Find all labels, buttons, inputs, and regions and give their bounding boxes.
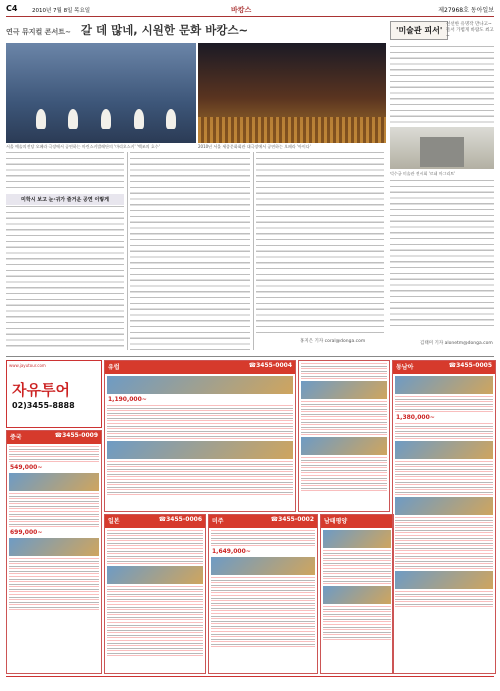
article-text-block [6, 206, 124, 351]
dancer-figure [101, 109, 111, 129]
sidebar-subtitle: 선선한 유명작 만나고~ 뜰서 가볍게 바람도 쐬고~ [446, 22, 494, 39]
ad-section-pacific[interactable] [320, 514, 394, 674]
photo-caption-left: 서울 예술의전당 오페라 극장에서 공연하는 마린스키발레단의 '마리오스키' '백조의 호수' [6, 144, 160, 149]
article-text-block [130, 152, 250, 350]
agency-logo: 자유투어 [12, 381, 70, 399]
museum-photo [390, 127, 494, 169]
section-label: 바캉스 [231, 6, 252, 14]
article-subhead: 미학시 보고 눈·귀가 즐거운 공연 이렇게 [6, 194, 124, 205]
ad-section-header: 동남아 ☎3455-0005 [393, 361, 495, 374]
ad-section-header: 남태평양 [321, 515, 393, 528]
ad-section-america[interactable]: 미주 ☎3455-0002 1,649,000~ [208, 514, 318, 674]
sidebar-text [390, 180, 494, 330]
column-rule [127, 152, 128, 350]
dancer-figure [166, 109, 176, 129]
ballet-photo [6, 43, 196, 143]
ad-section-japan[interactable] [104, 514, 206, 674]
page-header [6, 4, 494, 17]
agency-phone: 02)3455-8888 [12, 401, 75, 410]
museum-building [420, 137, 464, 167]
ad-section-header: 미주 ☎3455-0002 [209, 515, 317, 528]
ad-section-header: 중국 ☎3455-0009 [7, 431, 101, 444]
ad-section-southeast-asia[interactable]: 동남아 ☎3455-0005 1,380,000~ [392, 360, 496, 674]
byline-left: 홍지은 기자 coral@donga.com [300, 339, 366, 344]
sidebar-title: '미술관 피서' [390, 21, 448, 40]
page-number: C4 [6, 4, 18, 13]
ad-section-header: 일본 ☎3455-0006 [105, 515, 205, 528]
agency-website[interactable]: www.jayutour.com [9, 363, 46, 368]
ad-footer-strip [6, 676, 494, 687]
ad-section-europe[interactable]: 유럽 ☎3455-0004 1,190,000~ [104, 360, 296, 512]
issue-date: 2010년 7월 8일 목요일 [32, 8, 91, 14]
main-headline [6, 22, 386, 38]
photo-row [6, 43, 386, 149]
ad-section-header: 유럽 ☎3455-0004 [105, 361, 295, 374]
stage-crowd [198, 117, 386, 143]
ad-section-china[interactable]: 중국 ☎3455-0009 549,000~ 699,000~ [6, 430, 102, 674]
column-rule [253, 152, 254, 350]
byline-right: 김태미 기자 alonetm@donga.com [420, 341, 493, 346]
article-text-block [6, 152, 124, 192]
opera-photo [198, 43, 386, 143]
ad-section-middle[interactable] [298, 360, 390, 512]
dancer-figure [68, 109, 78, 129]
dancer-figure [36, 109, 46, 129]
photo-caption-right: 2010년 서울 세종문화회관 대극장에서 공연하는 오페라 '아이다' [198, 144, 311, 149]
agency-box[interactable] [6, 360, 102, 428]
dancer-figure [134, 109, 144, 129]
headline-kicker: 연극 뮤지컬 콘서트~ [6, 28, 71, 36]
paper-name: 제27968호 동아일보 [438, 7, 494, 14]
headline-title: 갈 데 많네, 시원한 문화 바캉스~ [80, 23, 249, 37]
article-text-block [256, 152, 384, 334]
sidebar-image-caption: 덕수궁 미술관 전시회 '르네 마그리트' [390, 171, 456, 176]
